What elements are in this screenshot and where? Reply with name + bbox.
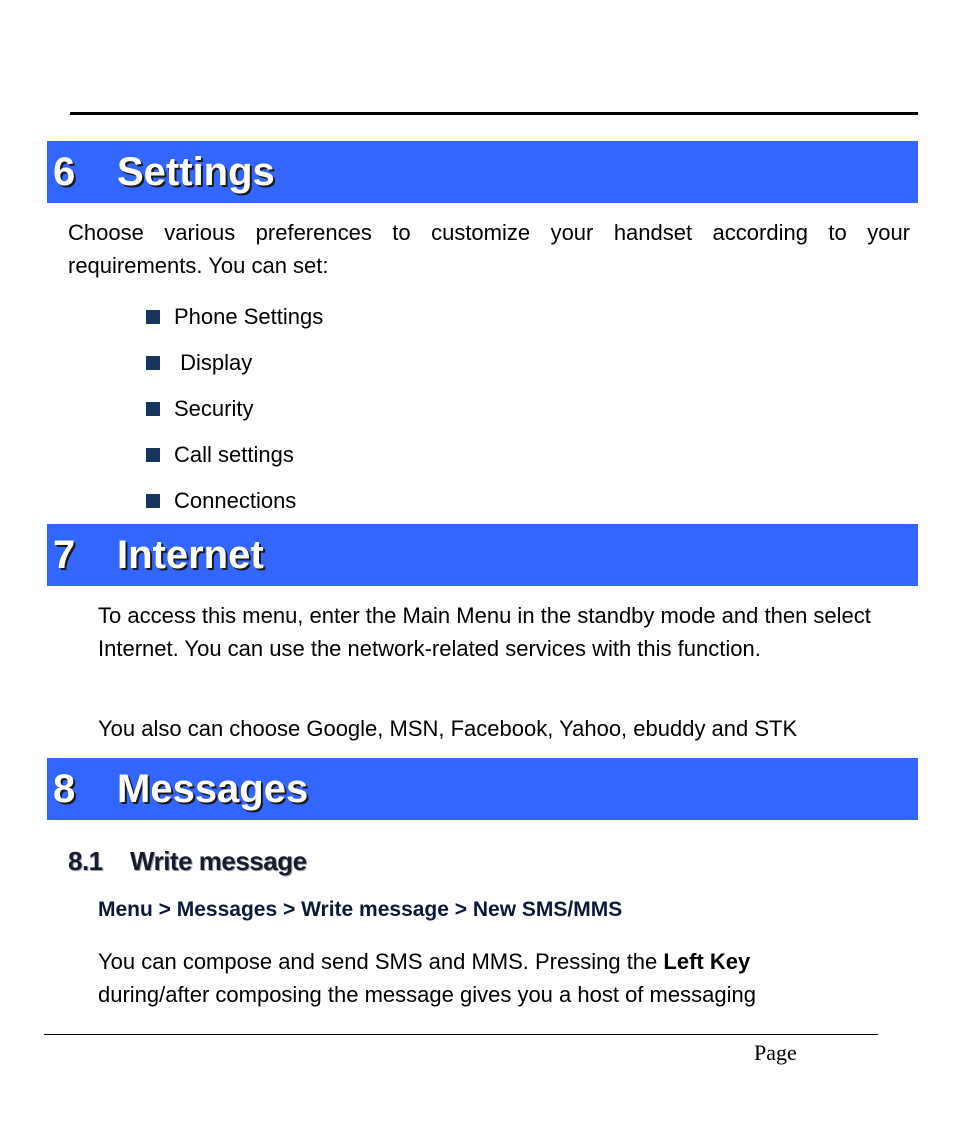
left-key-label: Left Key	[663, 949, 751, 974]
messages-body: You can compose and send SMS and MMS. Pressing the Left Key during/after composing the message gives you a host of messaging	[98, 949, 756, 1007]
internet-paragraph-2: You also can choose Google, MSN, Facebook, Yahoo, ebuddy and STK	[98, 716, 798, 741]
section-heading-settings	[47, 141, 918, 203]
footer-rule	[44, 1034, 878, 1035]
square-bullet-icon	[146, 402, 160, 416]
subsection-heading	[68, 846, 307, 877]
list-item: Security	[146, 386, 323, 432]
settings-intro: Choose various preferences to customize your handset according to your requirements. You can set:	[68, 220, 910, 278]
square-bullet-icon	[146, 448, 160, 462]
list-item: Phone Settings	[146, 294, 323, 340]
square-bullet-icon	[146, 310, 160, 324]
section-heading-messages	[47, 758, 918, 820]
section-heading-internet	[47, 524, 918, 586]
list-item: Call settings	[146, 432, 323, 478]
section-title: Internet	[117, 533, 264, 577]
internet-paragraph-1: To access this menu, enter the Main Menu in the standby mode and then select Internet. You can use the network-related services with this function.	[98, 603, 871, 661]
square-bullet-icon	[146, 356, 160, 370]
section-title: Settings	[117, 150, 275, 194]
list-item: Display	[146, 340, 323, 386]
section-title: Messages	[117, 767, 309, 811]
page-label: Page	[754, 1040, 797, 1065]
section-number: 7	[53, 533, 76, 577]
subsection-title: Write message	[130, 846, 307, 876]
subsection-number: 8.1	[68, 846, 103, 876]
menu-path: Menu > Messages > Write message > New SMS/MMS	[98, 898, 623, 921]
section-number: 6	[53, 150, 76, 194]
square-bullet-icon	[146, 494, 160, 508]
header-rule	[70, 112, 918, 115]
list-item: Connections	[146, 478, 323, 524]
section-number: 8	[53, 767, 76, 811]
settings-list	[146, 294, 323, 524]
